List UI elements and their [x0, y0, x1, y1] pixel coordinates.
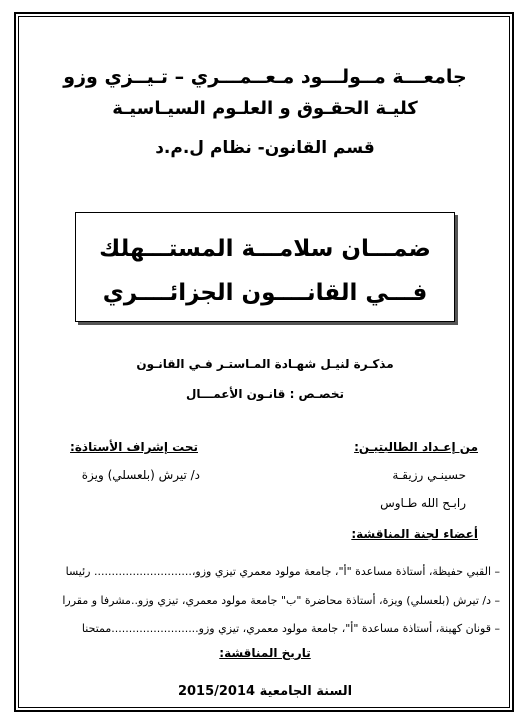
- thesis-title-line2: فـــي القانــــون الجزائــــري: [102, 280, 428, 306]
- students-label: من إعـداد الطالبتيـن:: [354, 440, 478, 454]
- supervisor-name: د/ تيرش (بلعسلي) ويزة: [81, 468, 200, 482]
- thesis-title-line1: ضمـــان سلامـــة المستـــهلك: [99, 236, 431, 262]
- faculty-name: كليـة الحقـوق و العلـوم السيـاسيـة: [112, 98, 418, 119]
- supervisor-label: تحت إشراف الأستاذة:: [70, 440, 198, 454]
- university-name: جامعـــة مــولـــود مـعــمـــري – تـيــزي وزو: [63, 66, 467, 88]
- jury-label: أعضاء لجنة المناقشة:: [351, 527, 478, 541]
- student-name: رابـح الله طـاوس: [380, 496, 466, 510]
- specialty: تخصـص : قانـون الأعمـــال: [185, 387, 345, 401]
- memo-statement: مذكـرة لنيـل شهـادة المـاستـر فـي القانـون: [136, 357, 394, 371]
- jury-member: – القبي حفيظة، أستاذة مساعدة "أ"، جامعة مولود معمري تيزي وزو،............................ رئيسا: [65, 565, 500, 578]
- student-name: حسينـي رزيقـة: [392, 468, 466, 482]
- department-name: قسم القانون- نظام ل.م.د: [155, 138, 375, 158]
- jury-member: – د/ تيرش (بلعسلي) ويزة، أستاذة محاضرة "ب" جامعة مولود معمري، تيزي وزو..مشرفا و مقررا: [62, 594, 500, 607]
- academic-year: السنة الجامعية 2015/2014: [177, 684, 353, 699]
- jury-member: – قونان كهينة، أستاذة مساعدة "أ"، جامعة مولود معمري، تيزي وزو.........................ممتحنا: [81, 622, 500, 635]
- discussion-date-label: تاريخ المناقشة:: [219, 646, 311, 660]
